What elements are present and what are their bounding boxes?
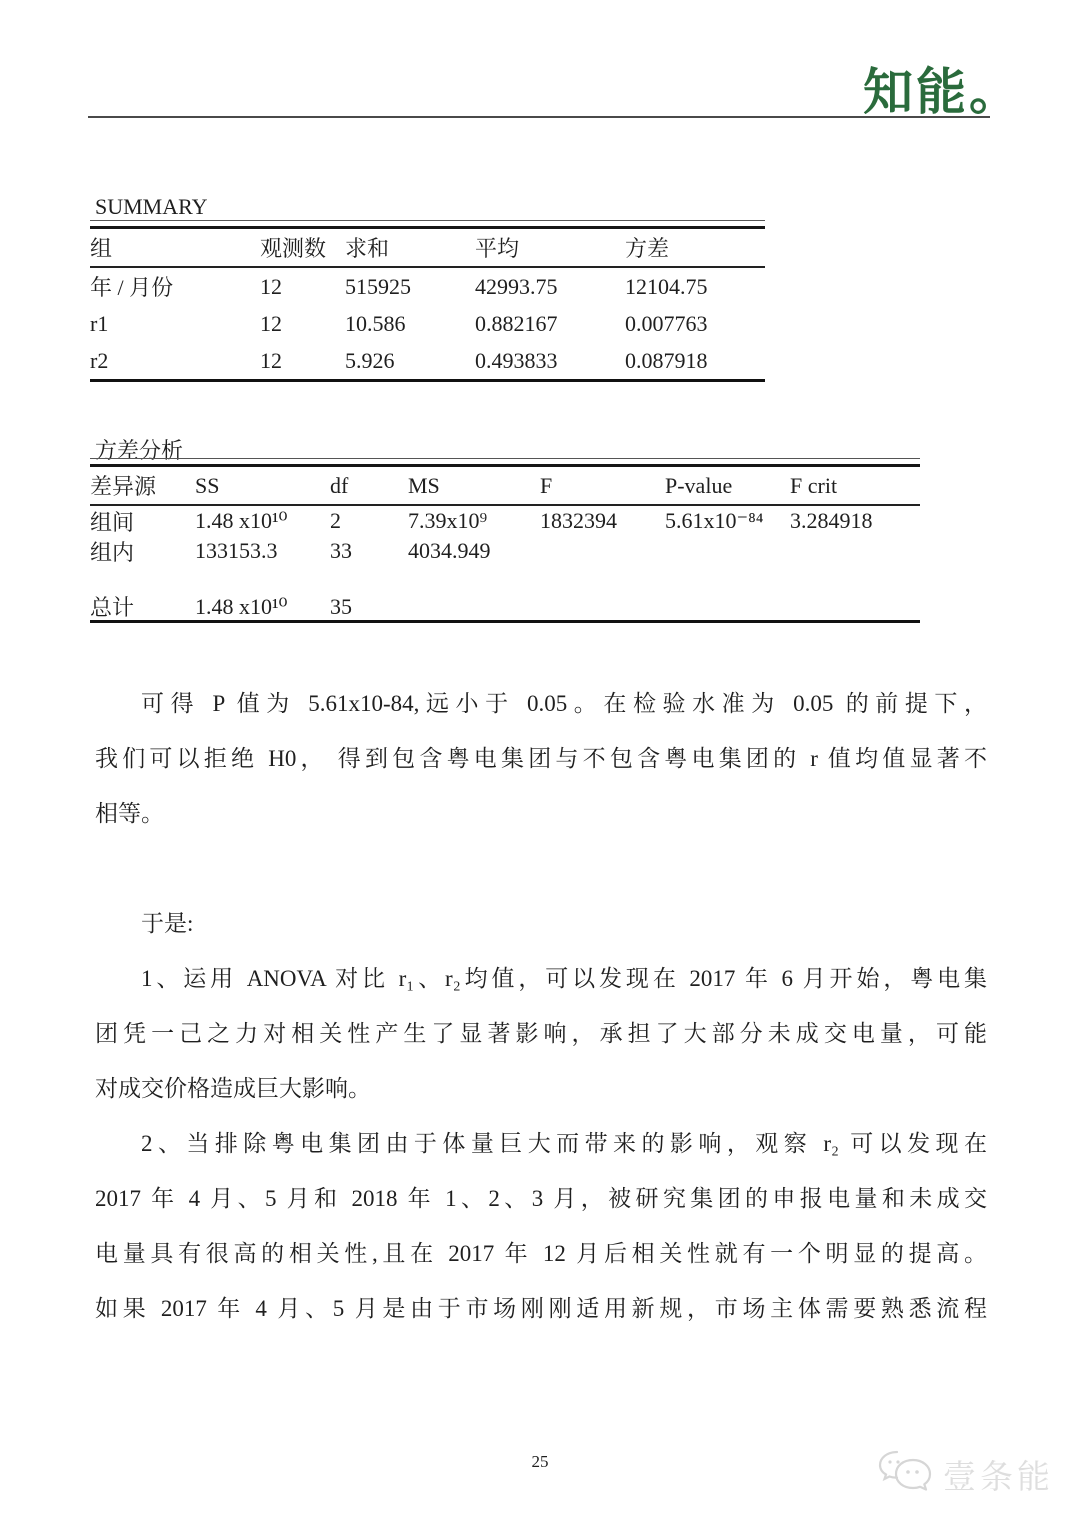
body-text <box>95 676 987 1336</box>
column-header: 方差 <box>625 236 670 261</box>
column-header: 求和 <box>345 236 390 261</box>
column-header: F <box>540 472 553 498</box>
anova-header-row <box>90 467 920 504</box>
paragraph-line: 电量具有很高的相关性,且在 2017 年 12 月后相关性就有一个明显的提高。 <box>95 1241 987 1266</box>
column-header: MS <box>408 472 440 498</box>
column-header: 平均 <box>475 236 520 261</box>
table-cell: 0.493833 <box>475 347 558 373</box>
table-cell: 0.087918 <box>625 347 708 373</box>
table-top-rule <box>90 458 920 467</box>
table-row <box>90 506 920 536</box>
paragraph-line: 我们可以拒绝 H0， 得到包含粤电集团与不包含粤电集团的 r 值均值显著不 <box>95 746 987 771</box>
table-cell: 12104.75 <box>625 273 708 299</box>
column-header: F crit <box>790 472 838 498</box>
paragraph-line: 1、运用 ANOVA 对比 r₁、r₂均值，可以发现在 2017 年 6 月开始，粤电集 <box>141 966 987 991</box>
paragraph-line: 相等。 <box>95 801 164 826</box>
brand-logo: 知能。 <box>863 64 1022 120</box>
table-cell: 组内 <box>90 539 135 565</box>
summary-table <box>90 220 765 382</box>
column-header: P-value <box>665 472 733 498</box>
table-row <box>90 342 765 379</box>
paragraph-line: 如果 2017 年 4 月、5 月是由于市场刚刚适用新规，市场主体需要熟悉流程 <box>95 1296 987 1321</box>
paragraph-line: 于是: <box>141 911 194 936</box>
column-header: 组 <box>90 236 113 261</box>
page-number: 25 <box>531 1452 549 1471</box>
table-cell: 3.284918 <box>790 508 873 533</box>
table-cell: 2 <box>330 508 341 533</box>
table-cell: 42993.75 <box>475 273 558 299</box>
table-cell: r2 <box>90 347 109 373</box>
table-top-rule <box>90 220 765 229</box>
table-cell: 1.48 x10¹⁰ <box>195 508 288 533</box>
table-cell: 年 / 月份 <box>90 275 174 300</box>
table-cell: 0.007763 <box>625 310 708 336</box>
paragraph-line: 2017 年 4 月、5 月和 2018 年 1、2、3 月，被研究集团的申报电量和未成交 <box>95 1186 987 1211</box>
table-cell: 12 <box>260 273 282 299</box>
table-cell: 总计 <box>90 595 135 620</box>
column-header: 观测数 <box>260 236 327 261</box>
summary-table-label: SUMMARY <box>95 194 208 219</box>
table-cell: 12 <box>260 310 282 336</box>
table-row <box>90 593 920 620</box>
table-cell: 35 <box>330 593 352 619</box>
table-cell: 515925 <box>345 273 411 299</box>
table-bottom-rule <box>90 620 920 623</box>
table-row <box>90 268 765 305</box>
paragraph-line: 2、当排除粤电集团由于体量巨大而带来的影响，观察 r₂ 可以发现在 <box>141 1131 987 1156</box>
wechat-icon <box>877 1448 935 1501</box>
table-cell: 33 <box>330 538 352 563</box>
paragraph-line: 可得 P 值为 5.61x10-84,远小于 0.05。在检验水准为 0.05 的前提下， <box>141 691 987 716</box>
table-cell: 5.926 <box>345 347 395 373</box>
column-header: 差异源 <box>90 474 157 499</box>
summary-header-row <box>90 229 765 266</box>
anova-table <box>90 458 920 623</box>
table-cell: 1832394 <box>540 508 617 533</box>
column-header: SS <box>195 472 220 498</box>
table-cell: 5.61x10⁻⁸⁴ <box>665 508 764 533</box>
table-cell: 0.882167 <box>475 310 558 336</box>
table-cell: 10.586 <box>345 310 406 336</box>
table-row <box>90 536 920 566</box>
watermark <box>877 1448 1054 1501</box>
table-row-empty <box>90 566 920 593</box>
table-cell: 12 <box>260 347 282 373</box>
table-row <box>90 305 765 342</box>
watermark-text: 壹条能 <box>943 1458 1054 1495</box>
table-cell: r1 <box>90 310 109 336</box>
table-cell: 4034.949 <box>408 538 491 563</box>
paragraph-line: 对成交价格造成巨大影响。 <box>95 1076 371 1101</box>
table-cell: 组间 <box>90 509 135 535</box>
table-cell: 133153.3 <box>195 538 278 563</box>
blank-line <box>95 841 987 896</box>
table-bottom-rule <box>90 379 765 382</box>
paragraph-line: 团凭一己之力对相关性产生了显著影响，承担了大部分未成交电量，可能 <box>95 1021 987 1046</box>
anova-table-label: 方差分析 <box>95 438 184 463</box>
column-header: df <box>330 472 349 498</box>
table-cell: 7.39x10⁹ <box>408 508 488 533</box>
table-cell: 1.48 x10¹⁰ <box>195 593 288 619</box>
header-rule <box>88 116 990 118</box>
